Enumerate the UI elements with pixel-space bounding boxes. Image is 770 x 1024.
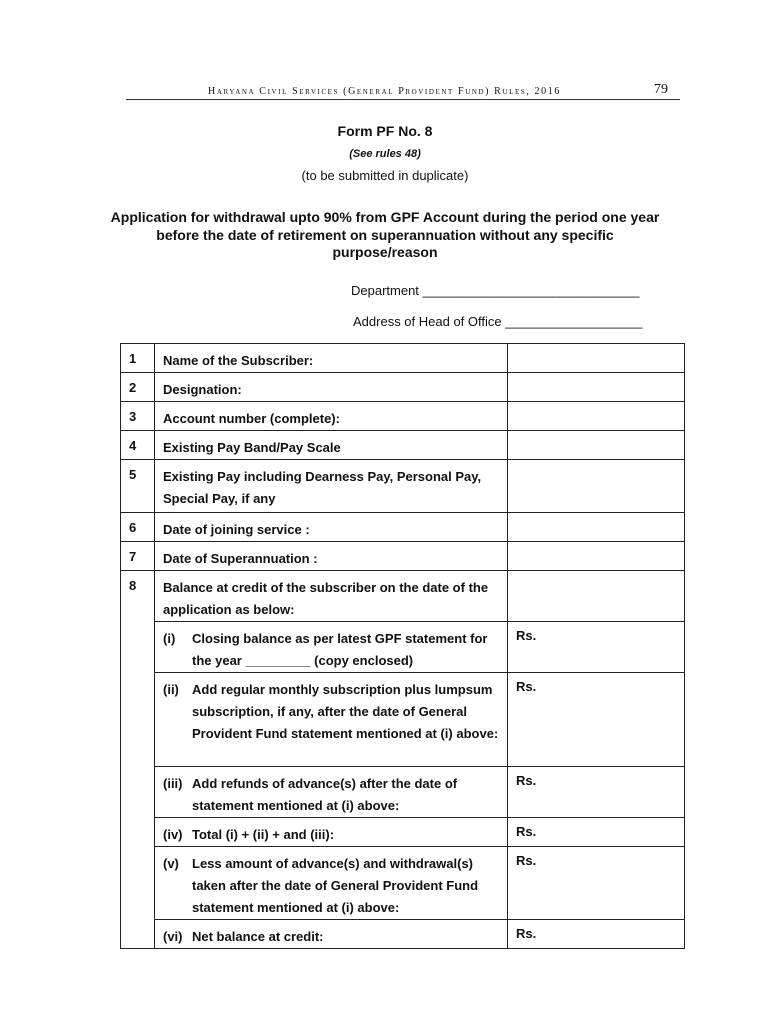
superannuation-date-value[interactable] <box>508 542 685 571</box>
subscription-value[interactable]: Rs. <box>508 673 685 767</box>
designation-value[interactable] <box>508 373 685 402</box>
page-number: 79 <box>654 82 668 97</box>
table-subrow <box>121 622 685 673</box>
form-number: Form PF No. 8 <box>337 123 433 139</box>
advances-value[interactable]: Rs. <box>508 847 685 920</box>
row-label: Existing Pay including Dearness Pay, Personal Pay, Special Pay, if any <box>155 460 508 513</box>
subrow-roman: (iv) <box>163 827 183 842</box>
row-number: 6 <box>121 513 155 542</box>
form-heading <box>0 209 770 262</box>
form-heading-text: Application for withdrawal upto 90% from GPF Account during the period one year before the date of retirement on superannuation without any specific purpose/reason <box>110 209 660 260</box>
subrow-text: Less amount of advance(s) and withdrawal(s) taken after the date of General Provident Fund statement mentioned at (i) above: <box>192 856 479 915</box>
subrow-roman: (iii) <box>163 776 183 791</box>
table-subrow <box>121 818 685 847</box>
table-row <box>121 571 685 622</box>
subrow-roman: (v) <box>163 856 179 871</box>
subrow-roman: (i) <box>163 631 176 646</box>
row-label: Date of joining service : <box>155 513 508 542</box>
subrow-roman: (ii) <box>163 682 179 697</box>
table-row <box>121 513 685 542</box>
row-number: 3 <box>121 402 155 431</box>
table-subrow <box>121 920 685 949</box>
subrow-text: Total (i) + (ii) + and (iii): <box>192 827 335 842</box>
address-field[interactable]: Address of Head of Office ___________________ <box>353 314 643 329</box>
table-subrow <box>121 673 685 767</box>
row-number: 8 <box>121 571 155 949</box>
row-label: Date of Superannuation : <box>155 542 508 571</box>
table-row <box>121 402 685 431</box>
row-label: Account number (complete): <box>155 402 508 431</box>
table-row <box>121 373 685 402</box>
balance-header-value <box>508 571 685 622</box>
department-field[interactable]: Department ______________________________ <box>351 283 640 298</box>
row-label: Designation: <box>155 373 508 402</box>
subrow-text: Closing balance as per latest GPF statement for the year _________ (copy enclosed) <box>192 631 488 668</box>
subscriber-name-value[interactable] <box>508 344 685 373</box>
row-number: 5 <box>121 460 155 513</box>
table-row <box>121 460 685 513</box>
table-row <box>121 542 685 571</box>
table-subrow <box>121 847 685 920</box>
pay-band-value[interactable] <box>508 431 685 460</box>
total-value[interactable]: Rs. <box>508 818 685 847</box>
table-row <box>121 431 685 460</box>
subrow-roman: (vi) <box>163 929 183 944</box>
row-label: Balance at credit of the subscriber on the date of the application as below: <box>155 571 508 622</box>
row-number: 7 <box>121 542 155 571</box>
subrow-label <box>155 920 508 949</box>
subrow-label <box>155 818 508 847</box>
running-header <box>126 82 680 100</box>
application-table <box>120 343 685 949</box>
row-label: Existing Pay Band/Pay Scale <box>155 431 508 460</box>
subrow-label <box>155 767 508 818</box>
net-balance-value[interactable]: Rs. <box>508 920 685 949</box>
subrow-label <box>155 847 508 920</box>
subrow-label <box>155 622 508 673</box>
table-subrow <box>121 767 685 818</box>
account-number-value[interactable] <box>508 402 685 431</box>
subrow-text: Add refunds of advance(s) after the date of statement mentioned at (i) above: <box>192 776 458 813</box>
closing-balance-value[interactable]: Rs. <box>508 622 685 673</box>
running-title: Haryana Civil Services (General Provident Fund) Rules, 2016 <box>208 86 561 97</box>
row-label: Name of the Subscriber: <box>155 344 508 373</box>
row-number: 4 <box>121 431 155 460</box>
subrow-text: Net balance at credit: <box>192 929 324 944</box>
row-number: 1 <box>121 344 155 373</box>
submission-note: (to be submitted in duplicate) <box>301 168 469 183</box>
subrow-label <box>155 673 508 767</box>
refunds-value[interactable]: Rs. <box>508 767 685 818</box>
see-rules: (See rules 48) <box>349 148 421 160</box>
table-row <box>121 344 685 373</box>
joining-date-value[interactable] <box>508 513 685 542</box>
row-number: 2 <box>121 373 155 402</box>
existing-pay-value[interactable] <box>508 460 685 513</box>
subrow-text: Add regular monthly subscription plus lumpsum subscription, if any, after the date of General Provident Fund statement mentioned at (i) above: <box>192 682 499 741</box>
